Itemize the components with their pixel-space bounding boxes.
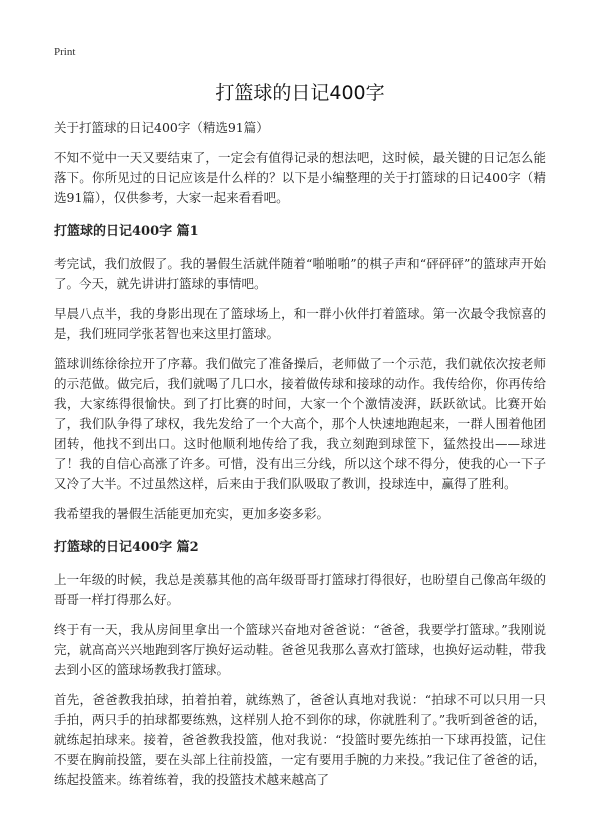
page-title: 打篮球的日记400字 (215, 82, 385, 104)
article-content (54, 118, 546, 800)
intro-paragraph: 不知不觉中一天又要结束了，一定会有值得记录的想法吧，这时候，最关键的日记怎么能落下。你所见过的日记应该是什么样的？以下是小编整理的关于打篮球的日记400字（精选91篇），仅供参考，大家一起来看看吧。 (54, 150, 546, 205)
paragraph: 考完试，我们放假了。我的暑假生活就伴随着“啪啪啪”的棋子声和“砰砰砰”的篮球声开始了。今天，就先讲讲打篮球的事情吧。 (54, 256, 546, 291)
paragraph: 终于有一天，我从房间里拿出一个篮球兴奋地对爸爸说：“爸爸，我要学打篮球。”我刚说完，就高高兴兴地跑到客厅换好运动鞋。爸爸见我那么喜欢打篮球，也换好运动鞋，带我去到小区的篮球场教我打篮球。 (54, 622, 546, 677)
section-heading: 打篮球的日记400字 篇1 (54, 224, 199, 239)
paragraph: 早晨八点半，我的身影出现在了篮球场上，和一群小伙伴打着篮球。第一次最令我惊喜的是，我们班同学张茗智也来这里打篮球。 (54, 306, 546, 341)
section-heading: 打篮球的日记400字 篇2 (54, 540, 199, 555)
paragraph: 我希望我的暑假生活能更加充实，更加多姿多彩。 (54, 506, 330, 521)
paragraph: 上一年级的时候，我总是羡慕其他的高年级哥哥打篮球打得很好，也盼望自己像高年级的哥哥一样打得那么好。 (54, 572, 546, 607)
article-subtitle: 关于打篮球的日记400字（精选91篇） (54, 120, 269, 135)
print-label[interactable]: Print (54, 46, 76, 58)
paragraph: 首先，爸爸教我拍球，拍着拍着，就练熟了，爸爸认真地对我说：“拍球不可以只用一只手拍，两只手的拍球都要练熟，这样别人抢不到你的球，你就胜利了。”我听到爸爸的话，就练起拍球来。接着，爸爸教我投篮，他对我说：“投篮时要先练拍一下球再投篮，记住不要在胸前投篮，要在头部上往前投篮，一定有要用手腕的力来投。”我记住了爸爸的话，练起投篮来。练着练着，我的投篮技术越来越高了 (54, 692, 546, 787)
paragraph: 篮球训练徐徐拉开了序幕。我们做完了准备操后，老师做了一个示范，我们就依次按老师的示范做。做完后，我们就喝了几口水，接着做传球和接球的动作。我传给你，你再传给我，大家练得很愉快。到了打比赛的时间，大家一个个激情凌湃，跃跃欲试。比赛开始了，我们队争得了球权，我先发给了一个大高个，那个人快速地跑起来，一群人围着他团团转，他找不到出口。这时他顺利地传给了我，我立刻跑到球筐下，猛然投出——球进了！我的自信心高涨了许多。可惜，没有出三分线，所以这个球不得分，使我的心一下子又冷了大半。不过虽然这样，后来由于我们队吸取了教训，投球连中，赢得了胜利。 (54, 356, 546, 491)
